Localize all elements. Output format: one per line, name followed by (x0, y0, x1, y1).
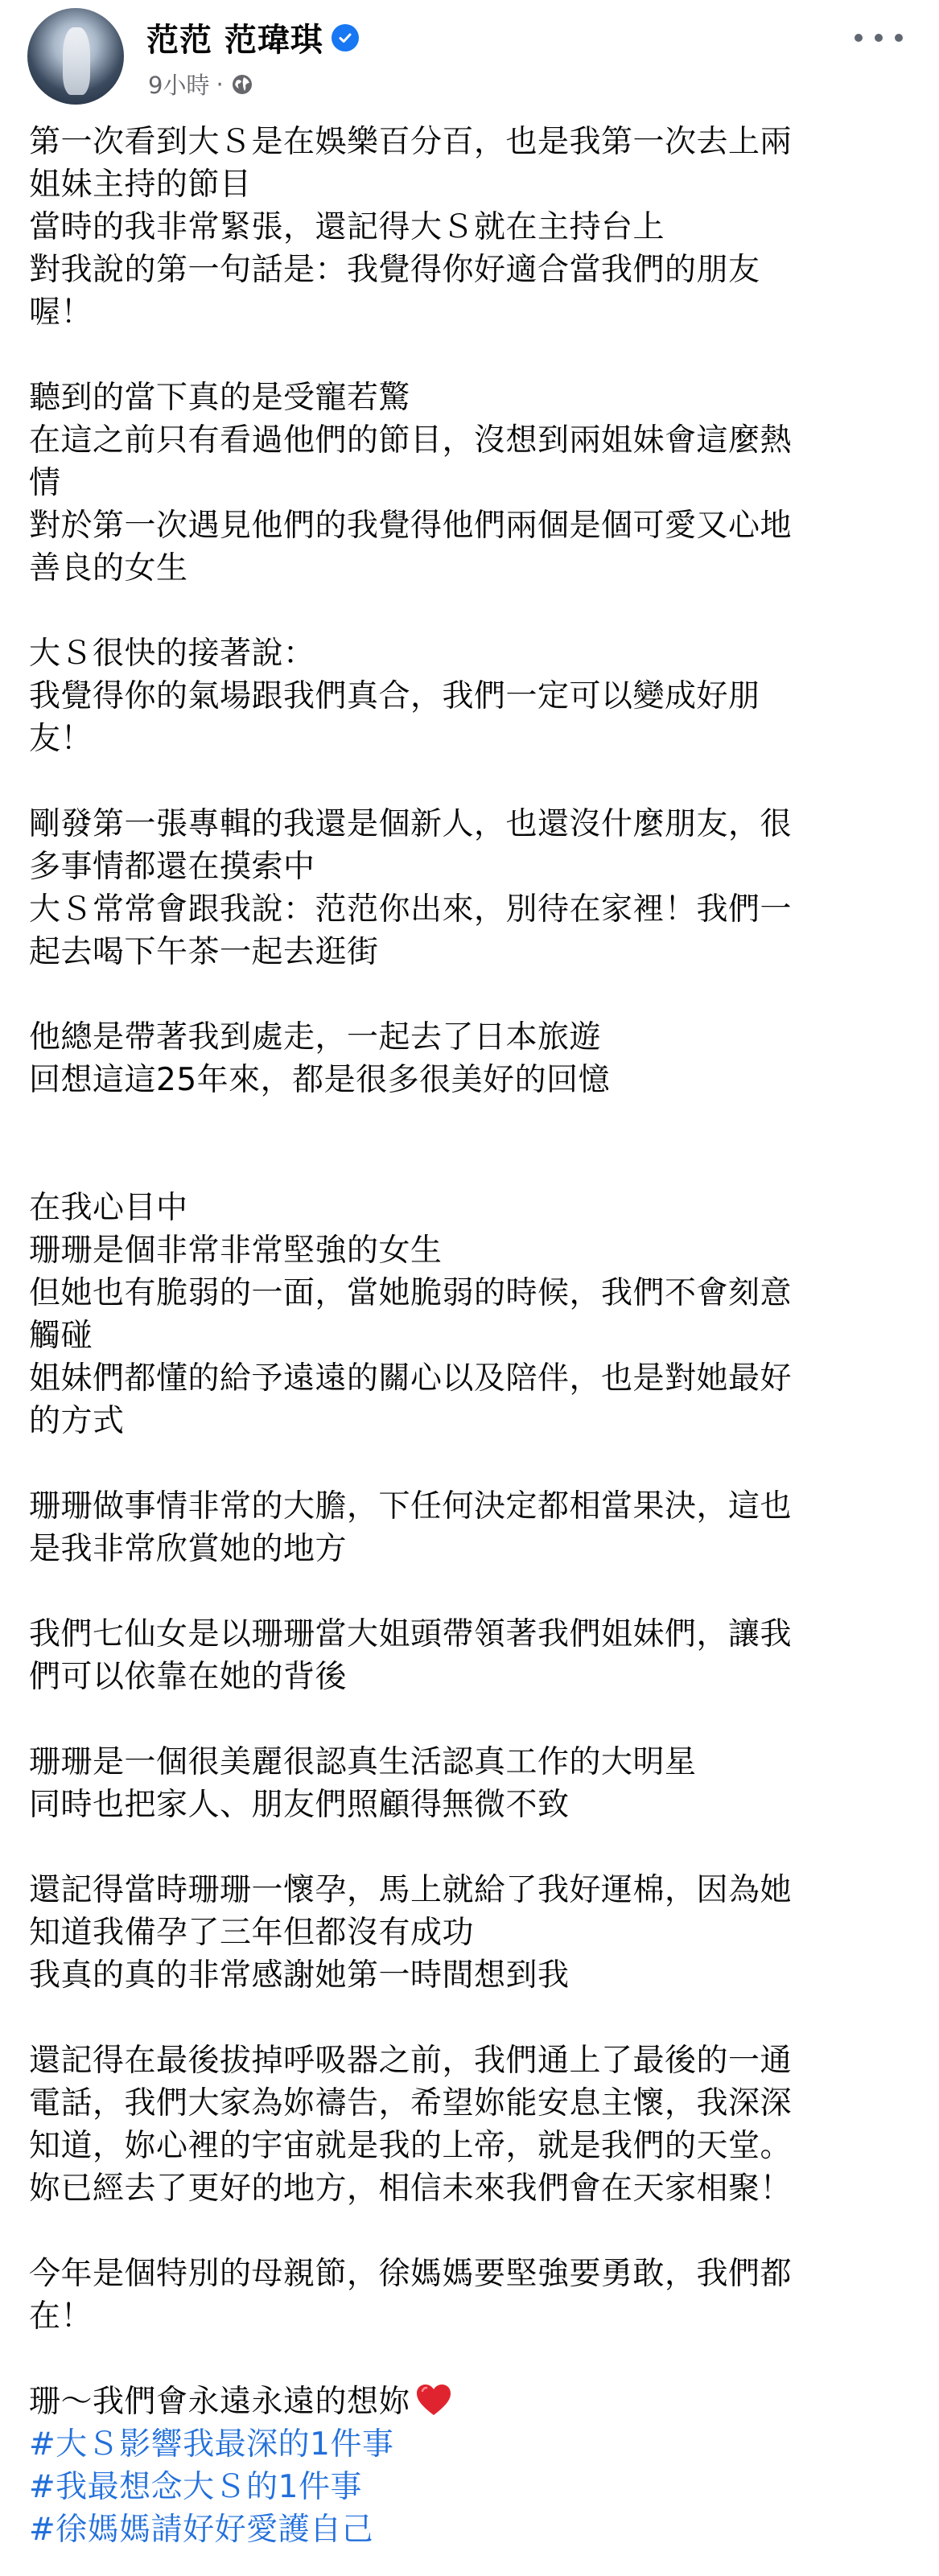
text-line: 姐妹主持的節目 (29, 167, 252, 203)
closing-line (29, 2381, 914, 2423)
text-line: 還記得當時珊珊一懷孕，馬上就給了我好運棉，因為她 (29, 1872, 793, 1908)
text-line: 他總是帶著我到處走，一起去了日本旅遊 (29, 1019, 602, 1056)
text-line: 我覺得你的氣場跟我們真合，我們一定可以變成好朋 (29, 678, 760, 714)
text-line: 對於第一次遇見他們的我覺得他們兩個是個可愛又心地 (29, 508, 793, 544)
text-line: 在我心目中 (29, 1190, 188, 1226)
text-line: 知道我備孕了三年但都沒有成功 (29, 1915, 475, 1951)
text-line: 觸碰 (29, 1318, 93, 1354)
text-line: 善良的女生 (29, 550, 188, 586)
red-heart-icon (415, 2383, 452, 2417)
text-line: 大Ｓ很快的接著說： (29, 636, 315, 672)
text-line: 妳已經去了更好的地方，相信未來我們會在天家相聚！ (29, 2171, 793, 2207)
paragraph (29, 803, 914, 973)
avatar-figure (63, 27, 90, 95)
paragraph (29, 1016, 914, 1101)
post-time[interactable]: 9小時 (148, 72, 210, 99)
text-line: 今年是個特別的母親節，徐媽媽要堅強要勇敢，我們都 (29, 2256, 793, 2292)
text-line: 剛發第一張專輯的我還是個新人，也還沒什麼朋友，很 (29, 806, 793, 842)
more-dot-icon (895, 34, 903, 42)
text-line: 大Ｓ常常會跟我說：范范你出來，別待在家裡！我們一 (29, 891, 793, 928)
paragraph (29, 1869, 914, 1997)
text-line: 對我說的第一句話是：我覺得你好適合當我們的朋友 (29, 252, 760, 288)
text-line: 多事情都還在摸索中 (29, 849, 315, 885)
text-line: 同時也把家人、朋友們照顧得無微不致 (29, 1787, 570, 1823)
more-options-button[interactable] (855, 26, 903, 50)
avatar[interactable] (27, 8, 124, 105)
public-globe-icon (230, 72, 254, 97)
text-line: 還記得在最後拔掉呼吸器之前，我們通上了最後的一通 (29, 2043, 793, 2079)
text-line: 們可以依靠在她的背後 (29, 1659, 348, 1695)
hashtag-link[interactable]: #徐媽媽請好好愛護自己 (29, 2512, 374, 2548)
text-line: 知道，妳心裡的宇宙就是我的上帝，就是我們的天堂。 (29, 2128, 793, 2164)
text-line: 我們七仙女是以珊珊當大姐頭帶領著我們姐妹們，讓我 (29, 1616, 793, 1652)
text-line: 但她也有脆弱的一面，當她脆弱的時候，我們不會刻意 (29, 1275, 793, 1311)
paragraph (29, 2253, 914, 2338)
paragraph (29, 1485, 914, 1570)
post-meta (148, 68, 254, 101)
paragraph (29, 377, 914, 590)
paragraph (29, 121, 914, 334)
text-line: 聽到的當下真的是受寵若驚 (29, 380, 411, 416)
closing-block (29, 2381, 914, 2551)
text-line: 珊珊做事情非常的大膽，下任何決定都相當果決，這也 (29, 1488, 793, 1525)
text-line: 當時的我非常緊張，還記得大Ｓ就在主持台上 (29, 209, 665, 245)
text-line: 喔！ (29, 294, 93, 331)
text-line: 在！ (29, 2298, 93, 2335)
post-header (27, 8, 912, 105)
hashtag-link[interactable]: #我最想念大Ｓ的1件事 (29, 2469, 362, 2505)
text-line: 姐妹們都懂的給予遠遠的關心以及陪伴，也是對她最好 (29, 1360, 793, 1397)
meta-separator: · (216, 70, 224, 98)
more-dot-icon (875, 34, 883, 42)
verified-badge-icon (332, 24, 359, 51)
post-body (29, 121, 914, 2551)
text-line: 友！ (29, 721, 93, 757)
paragraph (29, 1741, 914, 1826)
text-line: 我真的真的非常感謝她第一時間想到我 (29, 1957, 570, 1994)
author-name[interactable]: 范范 范瑋琪 (146, 22, 323, 59)
text-line: 回想這這25年來，都是很多很美好的回憶 (29, 1062, 611, 1098)
text-line: 電話，我們大家為妳禱告，希望妳能安息主懷，我深深 (29, 2085, 793, 2121)
more-dot-icon (855, 34, 863, 42)
author-line (146, 14, 359, 60)
paragraph (29, 1187, 914, 1442)
paragraph (29, 632, 914, 760)
text-line: 是我非常欣賞她的地方 (29, 1531, 348, 1567)
text-line: 情 (29, 465, 61, 501)
paragraph (29, 1613, 914, 1698)
paragraph (29, 2039, 914, 2210)
text-line: 在這之前只有看過他們的節目，沒想到兩姐妹會這麼熱 (29, 422, 793, 459)
text-line: 的方式 (29, 1403, 125, 1439)
text-line: 第一次看到大Ｓ是在娛樂百分百，也是我第一次去上兩 (29, 124, 793, 160)
text-line: 珊珊是個非常非常堅強的女生 (29, 1232, 443, 1269)
text-line: 珊珊是一個很美麗很認真生活認真工作的大明星 (29, 1744, 697, 1780)
hashtag-link[interactable]: #大Ｓ影響我最深的1件事 (29, 2426, 394, 2463)
closing-text: 珊～我們會永遠永遠的想妳 (29, 2384, 411, 2420)
text-line: 起去喝下午茶一起去逛街 (29, 934, 379, 970)
